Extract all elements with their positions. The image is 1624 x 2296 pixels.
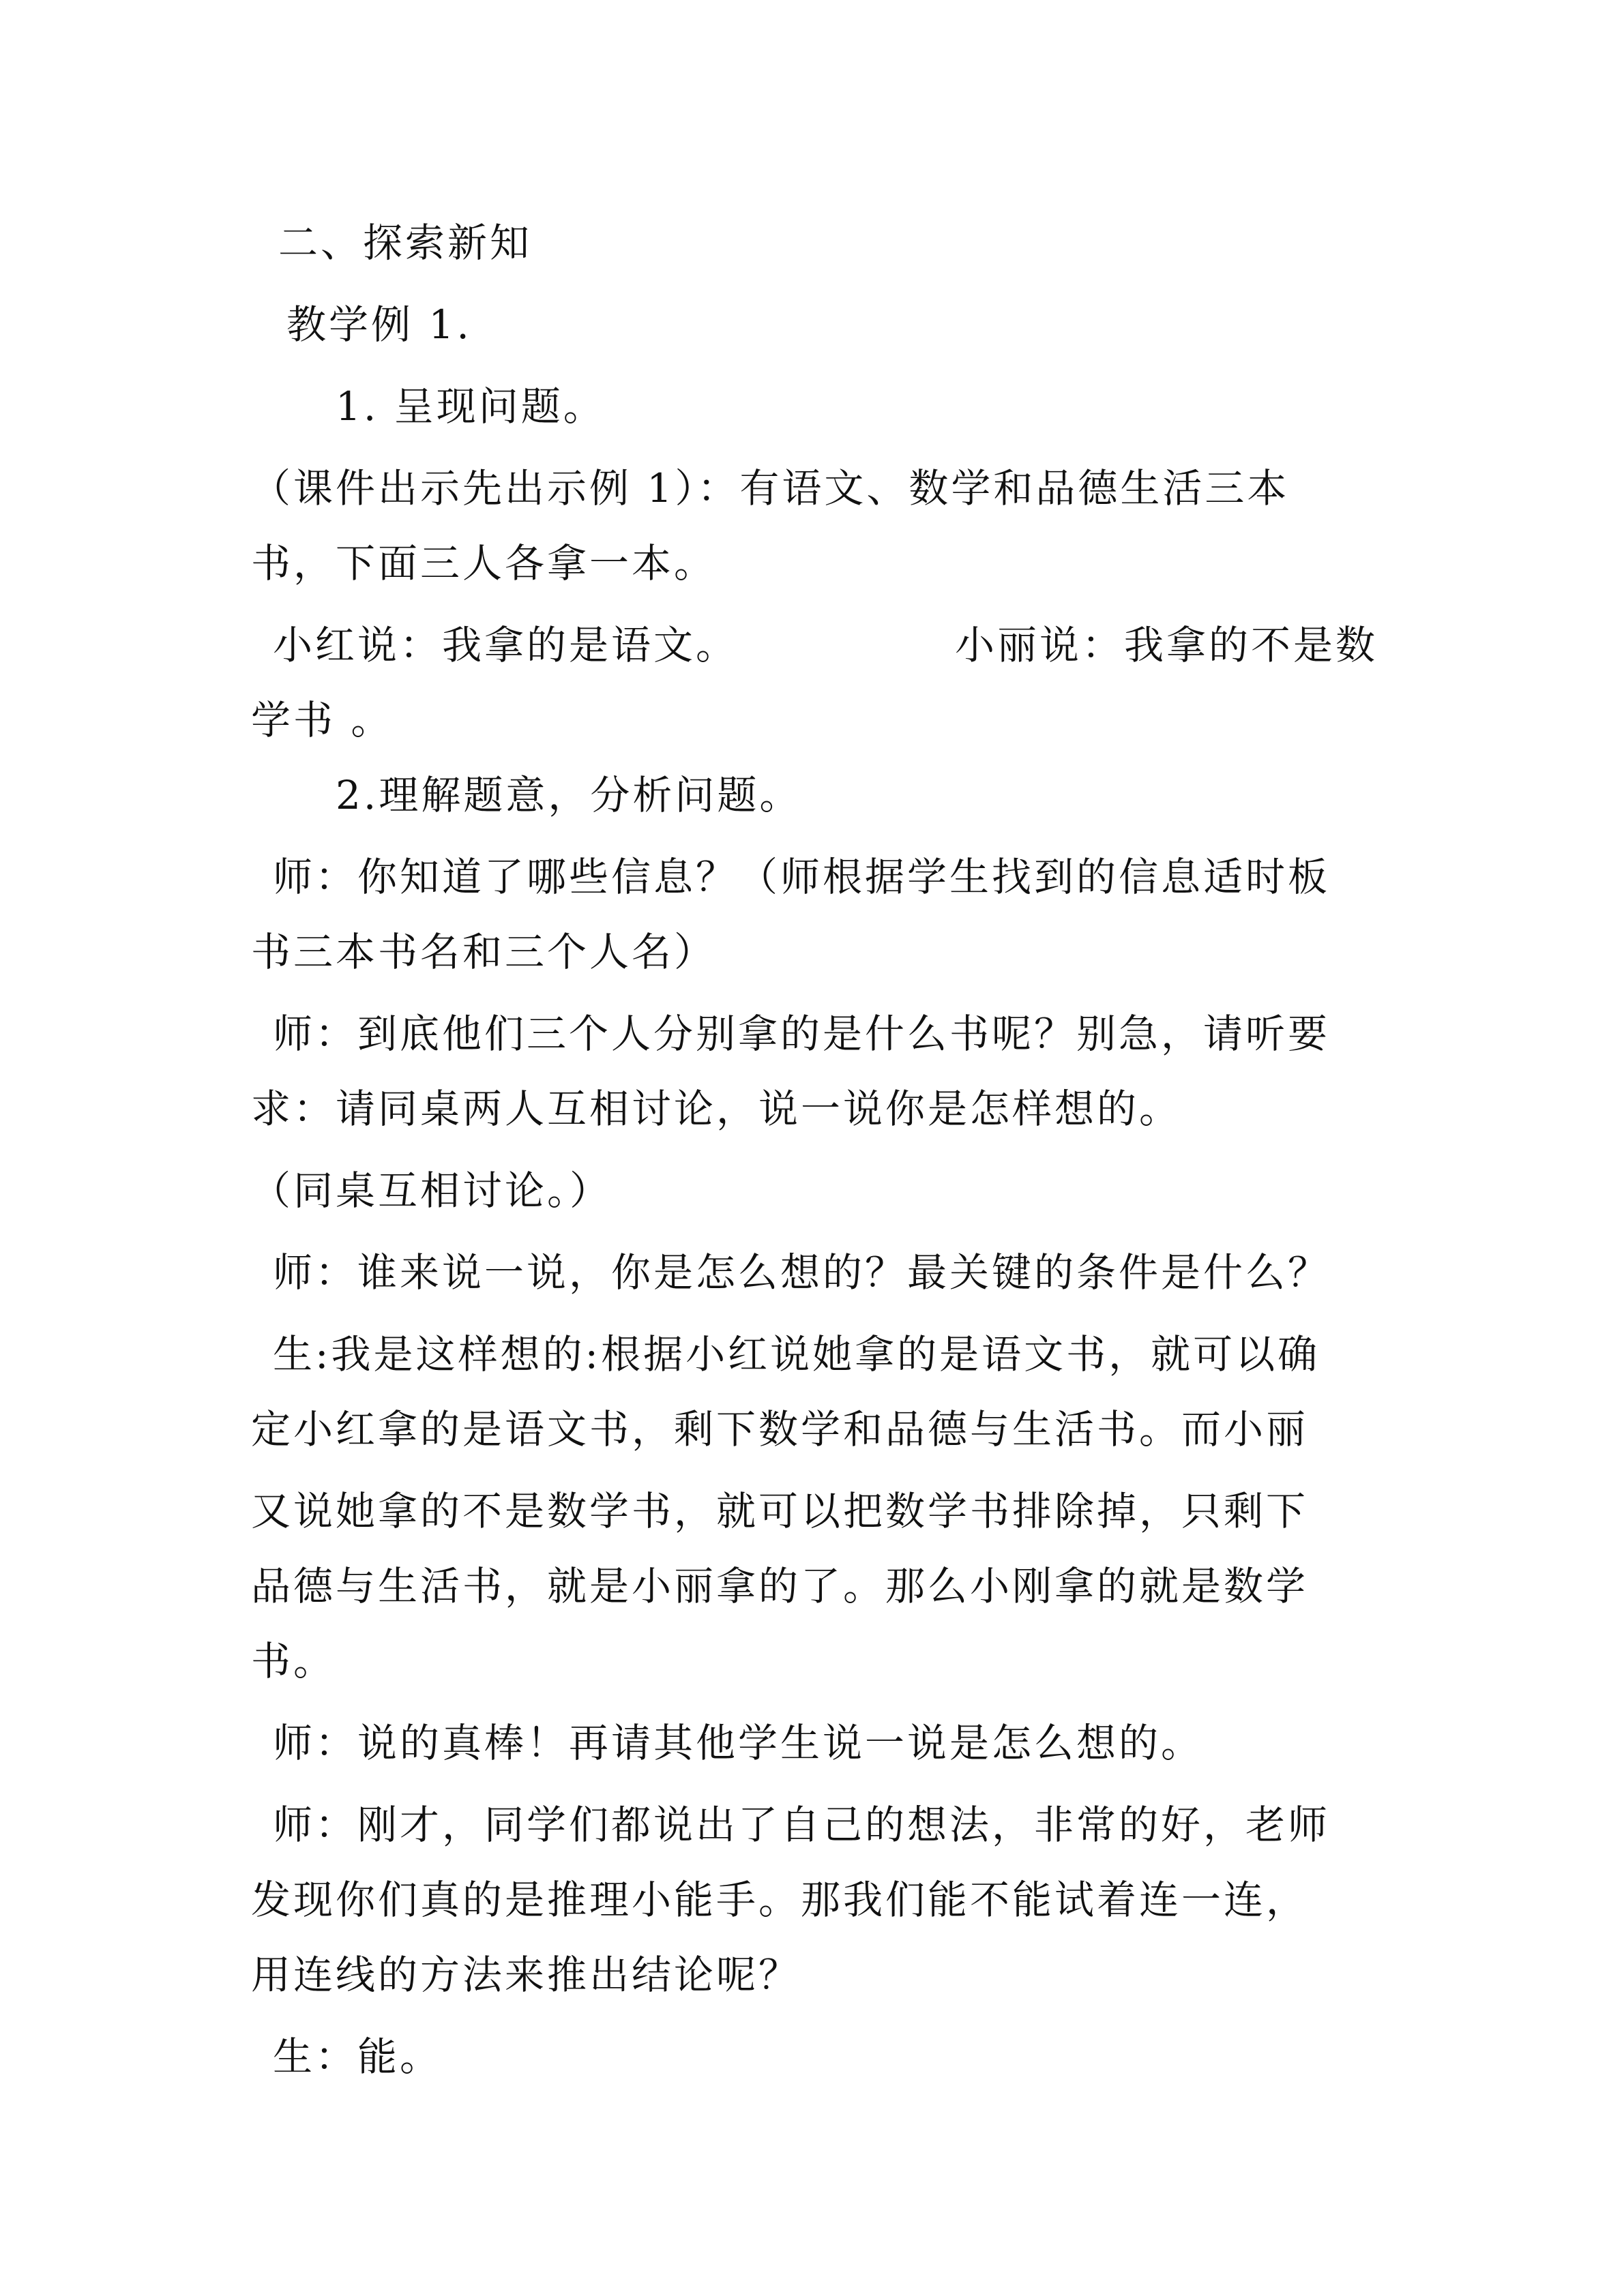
step-heading-2: 2.理解题意，分析问题。 [336, 772, 802, 818]
paragraph-line: 师：谁来说一说，你是怎么想的？最关键的条件是什么？ [273, 1249, 1331, 1296]
step-heading-1: 1. 呈现问题。 [336, 383, 606, 430]
paragraph-line: 师：你知道了哪些信息？（师根据学生找到的信息适时板 [273, 854, 1331, 900]
paragraph-line: 定小红拿的是语文书，剩下数学和品德与生活书。而小丽 [251, 1406, 1309, 1452]
quote-xiaoli: 小丽说：我拿的不是数 [955, 622, 1378, 668]
paragraph-line: 用连线的方法来推出结论呢？ [251, 1952, 801, 1998]
paragraph-line: 师：到底他们三个人分别拿的是什么书呢？别急，请听要 [273, 1011, 1331, 1057]
paragraph-line: 书。 [251, 1638, 336, 1684]
quote-xiaohong: 小红说：我拿的是语文。 [273, 622, 739, 668]
paragraph-line: 师：刚才，同学们都说出了自己的想法，非常的好，老师 [273, 1802, 1331, 1848]
section-heading: 二、探索新知 [278, 220, 533, 266]
paragraph-line: 生:我是这样想的:根据小红说她拿的是语文书，就可以确 [273, 1331, 1320, 1377]
paragraph-line: （同桌互相讨论。） [251, 1167, 612, 1214]
paragraph-line: 又说她拿的不是数学书，就可以把数学书排除掉，只剩下 [251, 1488, 1309, 1534]
example-heading: 教学例 1. [286, 301, 472, 348]
paragraph-line: 书，下面三人各拿一本。 [251, 540, 717, 586]
paragraph-line: 书三本书名和三个人名） [251, 929, 717, 975]
paragraph-line: 求：请同桌两人互相讨论，说一说你是怎样想的。 [251, 1086, 1182, 1132]
paragraph-line: 师：说的真棒！再请其他学生说一说是怎么想的。 [273, 1720, 1204, 1766]
paragraph-line: （课件出示先出示例 1）：有语文、数学和品德生活三本 [251, 465, 1290, 511]
paragraph-line: 学书 。 [251, 697, 394, 743]
paragraph-line: 发现你们真的是推理小能手。那我们能不能试着连一连， [251, 1877, 1309, 1923]
paragraph-line: 品德与生活书，就是小丽拿的了。那么小刚拿的就是数学 [251, 1563, 1309, 1609]
paragraph-line: 生：能。 [273, 2033, 443, 2080]
